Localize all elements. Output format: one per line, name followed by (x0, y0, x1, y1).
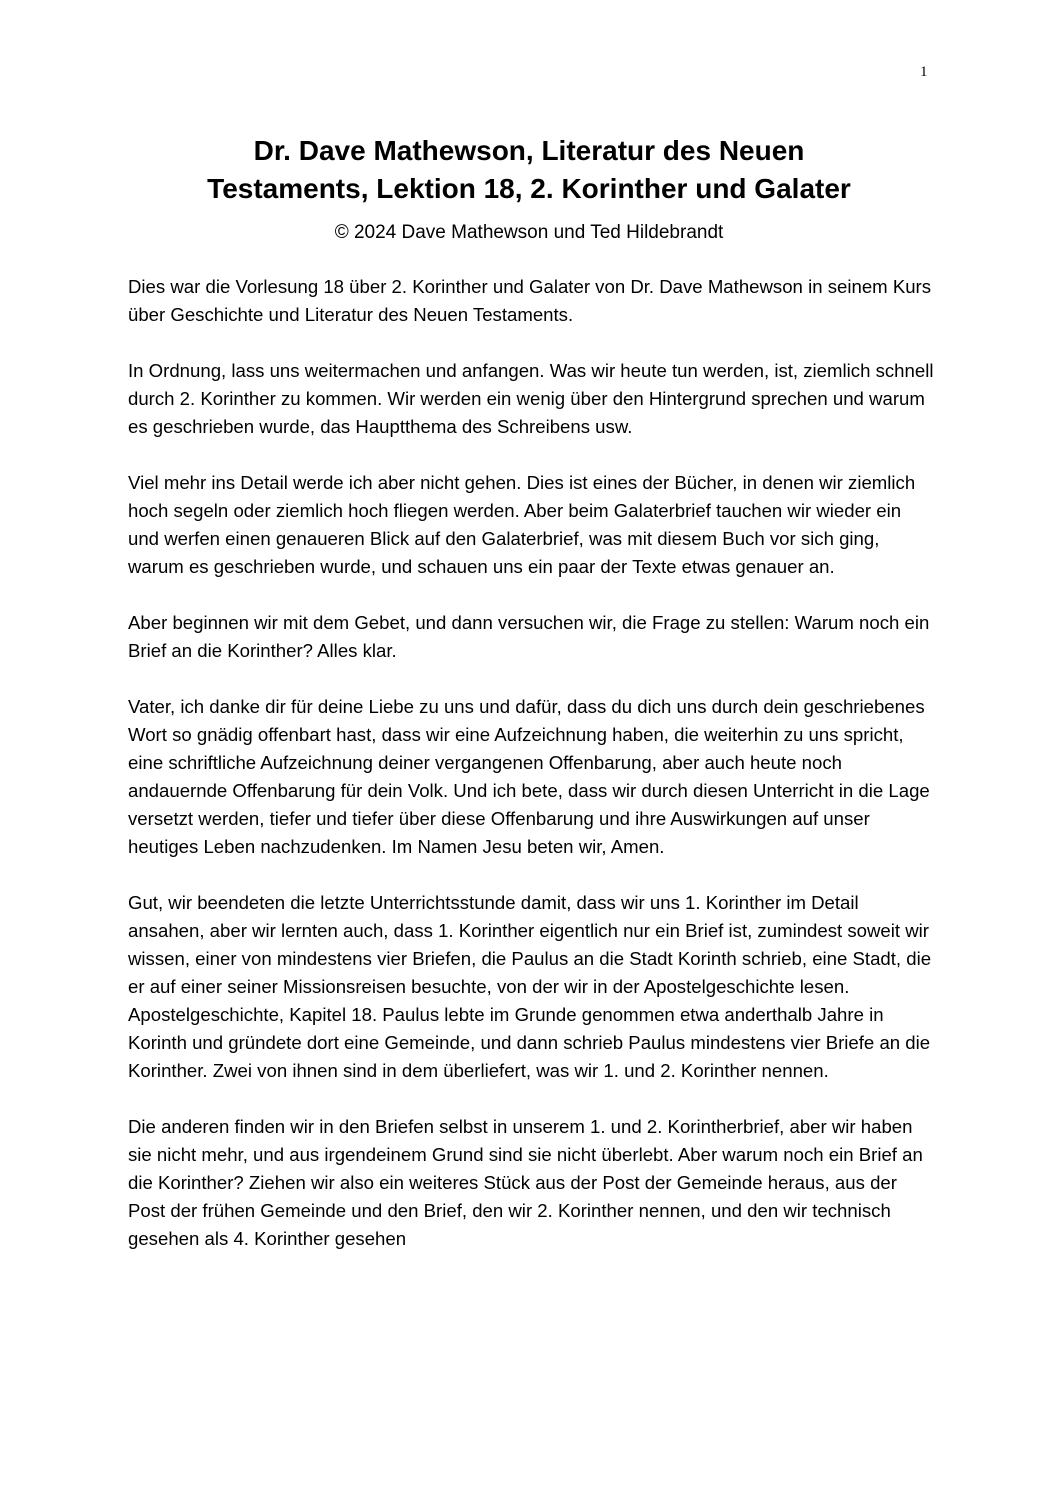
copyright-line: © 2024 Dave Mathewson und Ted Hildebrandt (334, 222, 724, 243)
paragraph-intro: Dies war die Vorlesung 18 über 2. Korinther und Galater von Dr. Dave Mathewson in seinem Kurs über Geschichte und Literatur des Neuen Testaments. (128, 276, 932, 325)
title-line-2: Testaments, Lektion 18, 2. Korinther und Galater (207, 173, 851, 204)
page-number: 1 (920, 64, 928, 80)
paragraph-background: Gut, wir beendeten die letzte Unterrichtsstunde damit, dass wir uns 1. Korinther im Detail ansahen, aber wir lernten auch, dass 1. Korinther eigentlich nur ein Brief ist, zumindest soweit wir wissen, einer von mindestens vier Briefen, die Paulus an die Stadt Korinth schrieb, eine Stadt, die er auf einer seiner Missionsreisen besuchte, von der wir in der Apostelgeschichte lesen. Apostelgeschichte, Kapitel 18. Paulus lebte im Grunde genommen etwa anderthalb Jahre in Korinth und gründete dort eine Gemeinde, und dann schrieb Paulus mindestens vier Briefe an die Korinther. Zwei von ihnen sind in dem überliefert, was wir 1. und 2. Korinther nennen. (128, 892, 932, 1081)
title-line-1: Dr. Dave Mathewson, Literatur des Neuen (253, 135, 805, 166)
paragraph-prayer: Vater, ich danke dir für deine Liebe zu uns und dafür, dass du dich uns durch dein geschriebenes Wort so gnädig offenbart hast, dass wir eine Aufzeichnung haben, die weiterhin zu uns spricht, eine schriftliche Aufzeichnung deiner vergangenen Offenbarung, aber auch heute noch andauernde Offenbarung für dein Volk. Und ich bete, dass wir durch diesen Unterricht in die Lage versetzt werden, tiefer und tiefer über diese Offenbarung und ihre Auswirkungen auf unser heutiges Leben nachzudenken. Im Namen Jesu beten wir, Amen. (128, 696, 930, 857)
paragraph-prayer-intro: Aber beginnen wir mit dem Gebet, und dann versuchen wir, die Frage zu stellen: Warum noch ein Brief an die Korinther? Alles klar. (128, 612, 930, 661)
paragraph-overview: In Ordnung, lass uns weitermachen und anfangen. Was wir heute tun werden, ist, ziemlich schnell durch 2. Korinther zu kommen. Wir werden ein wenig über den Hintergrund sprechen und warum es geschrieben wurde, das Hauptthema des Schreibens usw. (128, 360, 934, 437)
document-body (128, 273, 934, 1253)
paragraph-other-letters: Die anderen finden wir in den Briefen selbst in unserem 1. und 2. Korintherbrief, aber wir haben sie nicht mehr, und aus irgendeinem Grund sind sie nicht überlebt. Aber warum noch ein Brief an die Korinther? Ziehen wir also ein weiteres Stück aus der Post der Gemeinde heraus, aus der Post der frühen Gemeinde und den Brief, den wir 2. Korinther nennen, und den wir technisch gesehen als 4. Korinther gesehen (128, 1116, 923, 1249)
paragraph-detail: Viel mehr ins Detail werde ich aber nicht gehen. Dies ist eines der Bücher, in denen wir ziemlich hoch segeln oder ziemlich hoch fliegen werden. Aber beim Galaterbrief tauchen wir wieder ein und werfen einen genaueren Blick auf den Galaterbrief, was mit diesem Buch vor sich ging, warum es geschrieben wurde, und schauen uns ein paar der Texte etwas genauer an. (128, 472, 916, 577)
document-title (60, 132, 998, 208)
